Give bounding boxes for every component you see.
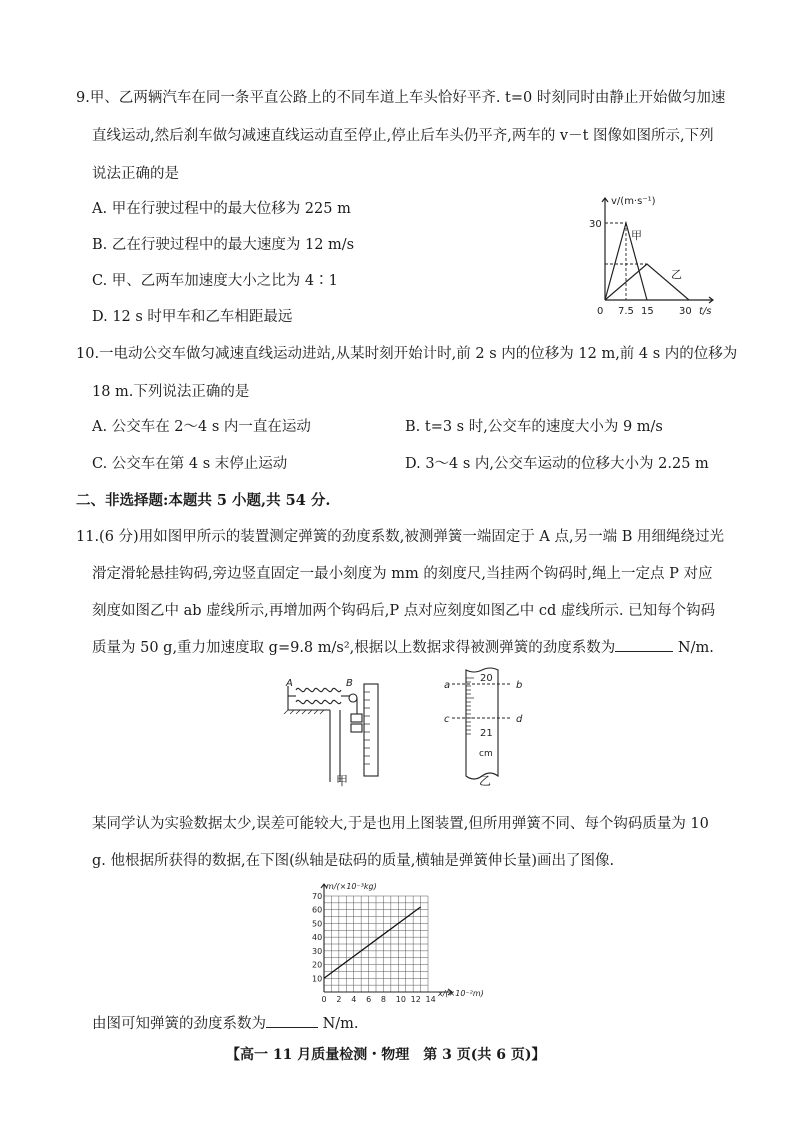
x-tick-label: 0 [321,995,327,1002]
q10-line1: 10.一电动公交车做匀减速直线运动进站,从某时刻开始计时,前 2 s 内的位移为 12 m,前 4 s 内的位移为 [76,346,738,362]
vt-origin: 0 [597,306,604,317]
y-tick-label: 50 [312,919,323,929]
y-tick-label: 40 [312,933,323,943]
answer-blank-1[interactable] [615,638,673,652]
q11-line2: 滑定滑轮悬挂钩码,旁边竖直固定一最小刻度为 mm 的刻度尺,当挂两个钩码时,绳上一定点 P 对应 [92,566,713,582]
q10-option-d: D. 3～4 s 内,公交车运动的位移大小为 2.25 m [405,456,709,472]
q9-option-b: B. 乙在行驶过程中的最大速度为 12 m/s [92,237,355,253]
apparatus-label-a: A [286,678,293,689]
mx-chart [300,878,490,1002]
q11-line4 [92,636,714,657]
q9-option-d: D. 12 s 时甲车和乙车相距最远 [92,309,293,325]
vt-y30: 30 [589,219,602,230]
fig-yi-caption: 乙 [479,774,492,788]
ruler-tick-21: 21 [480,728,493,739]
x-tick-label: 2 [336,995,342,1002]
ruler-label-d: d [516,714,523,725]
q10-option-b: B. t=3 s 时,公交车的速度大小为 9 m/s [405,419,663,435]
q11-line4-text: 质量为 50 g,重力加速度取 g=9.8 m/s²,根据以上数据求得被测弹簧的劲度系数为 [92,640,616,656]
apparatus-label-b: B [346,678,353,689]
q9-line2: 直线运动,然后刹车做匀减速直线运动直至停止,停止后车头仍平齐,两车的 v－t 图像如图所示,下列 [92,128,714,144]
mx-ylabel: m/(×10⁻³kg) [326,882,377,891]
vt-x75: 7.5 [618,306,634,317]
y-tick-label: 70 [312,892,323,901]
answer-blank-2[interactable] [266,1014,318,1028]
ruler-label-c: c [444,714,450,725]
q9-option-a: A. 甲在行驶过程中的最大位移为 225 m [92,201,351,217]
x-tick-label: 14 [425,995,436,1002]
y-tick-label: 20 [312,960,323,970]
vt-x15: 15 [641,306,654,317]
ruler-label-b: b [516,680,523,691]
q11-last-text: 由图可知弹簧的劲度系数为 [92,1016,266,1032]
vt-graph [585,192,725,322]
y-tick-label: 60 [312,905,323,915]
vt-xlabel: t/s [699,306,712,317]
q11-last-unit: N/m. [322,1016,359,1032]
fig-jia-caption: 甲 [336,774,349,788]
vt-x30: 30 [679,306,692,317]
q9-line1: 9.甲、乙两辆汽车在同一条平直公路上的不同车道上车头恰好平齐. t=0 时刻同时由静止开始做匀加速 [76,90,726,106]
q11-line4-unit: N/m. [677,640,714,656]
ruler-yi [436,664,536,786]
x-tick-label: 12 [410,995,421,1002]
section2-heading: 二、非选择题:本题共 5 小题,共 54 分. [76,492,331,509]
y-tick-label: 10 [312,974,323,984]
q11-line1: 11.(6 分)用如图甲所示的装置测定弹簧的劲度系数,被测弹簧一端固定于 A 点,另一端 B 用细绳绕过光 [76,529,724,545]
y-tick-label: 30 [312,946,323,956]
q9-option-c: C. 甲、乙两车加速度大小之比为 4∶1 [92,273,338,289]
q11-p2-line2: g. 他根据所获得的数据,在下图(纵轴是砝码的质量,横轴是弹簧伸长量)画出了图像. [92,853,615,869]
x-tick-label: 6 [366,995,372,1002]
q10-option-a: A. 公交车在 2～4 s 内一直在运动 [92,419,311,435]
q11-p2-line1: 某同学认为实验数据太少,误差可能较大,于是也用上图装置,但所用弹簧不同、每个钩码质量为 10 [92,816,709,832]
q11-last-line [92,1012,359,1033]
ruler-unit-cm: cm [479,749,493,759]
mx-xlabel: x/(×10⁻²m) [438,989,484,998]
page-footer: 【高一 11 月质量检测・物理 第 3 页(共 6 页)】 [226,1047,546,1063]
q9-line3: 说法正确的是 [92,166,179,182]
series-line [324,907,421,978]
x-tick-label: 10 [395,995,406,1002]
ruler-tick-20: 20 [480,673,493,684]
vt-jia: 甲 [631,229,642,242]
q10-line2: 18 m.下列说法正确的是 [92,384,250,400]
ruler-label-a: a [444,680,451,691]
vt-yi: 乙 [671,268,682,281]
vt-ylabel: v/(m·s⁻¹) [611,196,656,207]
q11-line3: 刻度如图乙中 ab 虚线所示,再增加两个钩码后,P 点对应刻度如图乙中 cd 虚线所示. 已知每个钩码 [92,603,716,619]
x-tick-label: 4 [351,995,357,1002]
x-tick-label: 8 [380,995,387,1002]
q10-option-c: C. 公交车在第 4 s 末停止运动 [92,456,288,472]
